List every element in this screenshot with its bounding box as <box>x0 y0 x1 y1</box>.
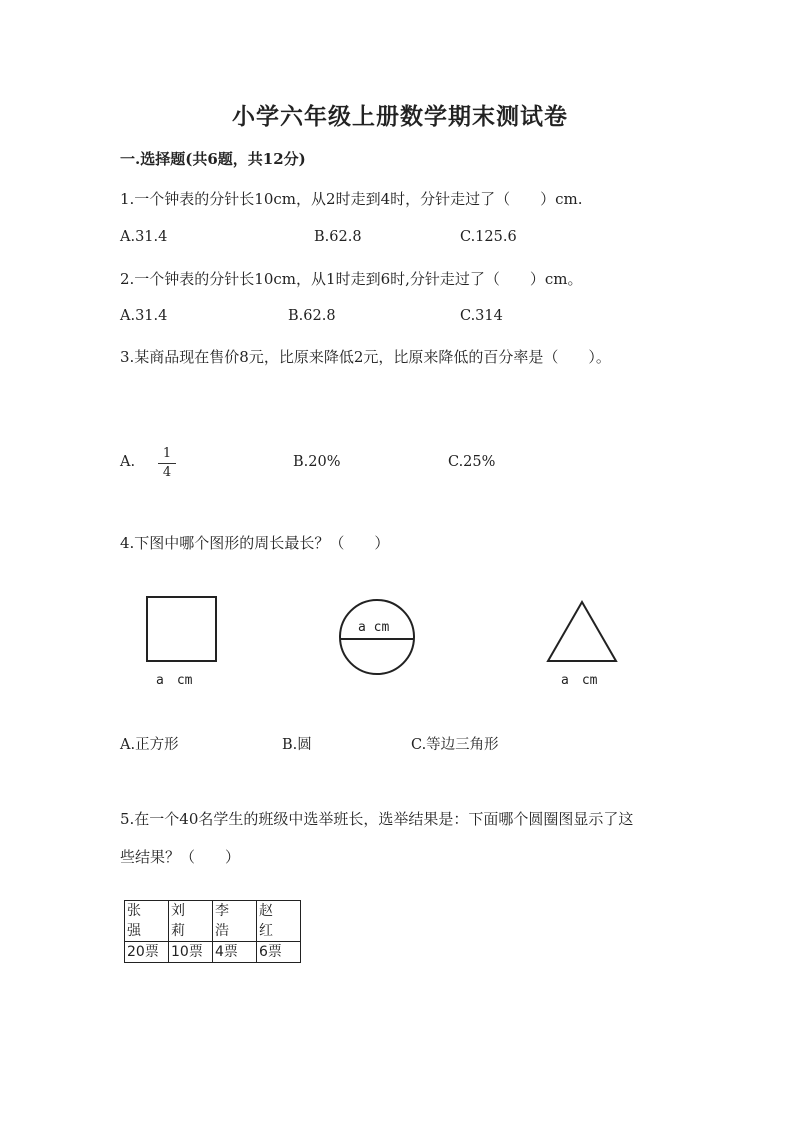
vote-count-cell: 6票 <box>257 942 301 963</box>
question-4-option-c: C.等边三角形 <box>411 737 499 753</box>
election-results-table <box>124 900 301 963</box>
fraction-denominator: 4 <box>162 465 172 480</box>
square-side-label: a cm <box>156 673 193 688</box>
question-4-option-a: A.正方形 <box>120 737 179 753</box>
candidate-name-cell: 赵 红 <box>257 901 301 942</box>
circle-shape <box>340 600 414 674</box>
triangle-shape <box>548 602 616 661</box>
question-3-text: 3.某商品现在售价8元，比原来降低2元，比原来降低的百分率是（ ）。 <box>120 348 611 366</box>
section-heading: 一.选择题(共6题，共12分) <box>120 150 306 168</box>
fraction-numerator: 1 <box>162 446 172 461</box>
circle-diameter-label: a cm <box>358 620 390 635</box>
question-2-option-b: B.62.8 <box>288 308 336 324</box>
page-title: 小学六年级上册数学期末测试卷 <box>232 103 568 130</box>
question-2-option-c: C.314 <box>460 308 503 324</box>
question-4-text: 4.下图中哪个图形的周长最长？（ ） <box>120 534 390 552</box>
question-5-text-line-1: 5.在一个40名学生的班级中选举班长，选举结果是：下面哪个圆圈图显示了这 <box>120 810 634 828</box>
question-2-option-a: A.31.4 <box>120 308 168 324</box>
candidate-name-cell: 李 浩 <box>213 901 257 942</box>
question-5-text-line-2: 些结果？（ ） <box>120 848 241 866</box>
question-3-option-b: B.20% <box>293 454 341 470</box>
square-shape <box>147 597 216 661</box>
question-1-option-c: C.125.6 <box>460 229 517 245</box>
question-3-option-c: C.25% <box>448 454 496 470</box>
question-1-option-a: A.31.4 <box>120 229 168 245</box>
question-1-option-b: B.62.8 <box>314 229 362 245</box>
triangle-side-label: a cm <box>561 673 598 688</box>
vote-count-cell: 4票 <box>213 942 257 963</box>
question-2-text: 2.一个钟表的分针长10cm，从1时走到6时,分针走过了（ ）cm。 <box>120 270 583 288</box>
candidate-name-cell: 张 强 <box>125 901 169 942</box>
candidate-name-cell: 刘 莉 <box>169 901 213 942</box>
question-1-text: 1.一个钟表的分针长10cm，从2时走到4时，分针走过了（ ）cm. <box>120 190 583 208</box>
table-row <box>125 942 301 963</box>
vote-count-cell: 10票 <box>169 942 213 963</box>
question-4-option-b: B.圆 <box>282 737 312 753</box>
table-row <box>125 901 301 942</box>
question-3-option-a-label: A. <box>120 454 136 470</box>
vote-count-cell: 20票 <box>125 942 169 963</box>
